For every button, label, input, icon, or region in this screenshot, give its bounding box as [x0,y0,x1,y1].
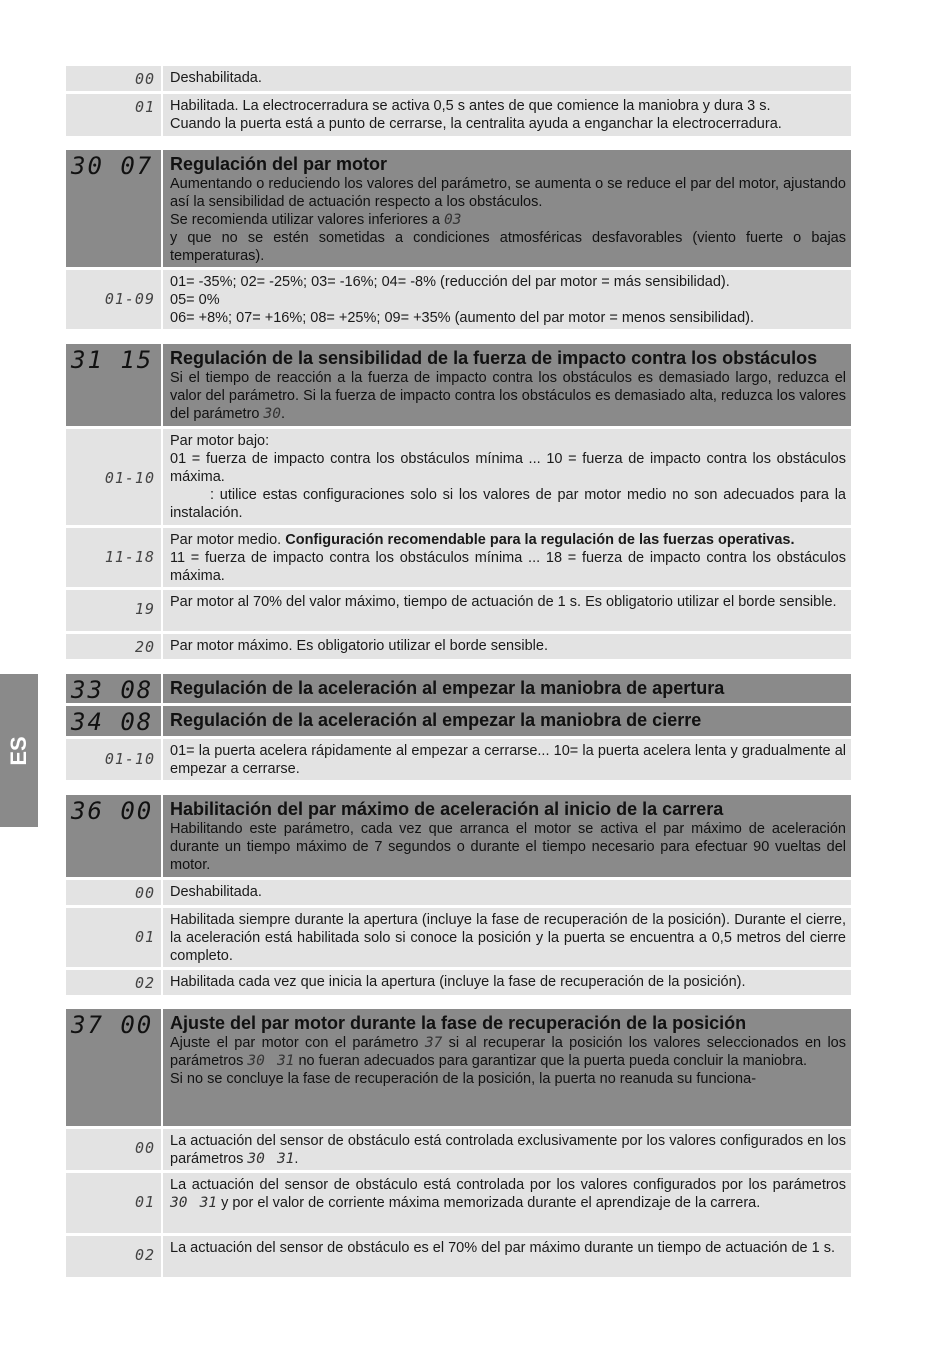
table-param-36 [66,795,851,998]
value-code: 02 [66,970,161,995]
table-row [66,970,851,995]
table-row [66,94,851,136]
parameter-header [66,706,851,736]
parameter-code: 33 08 [66,674,161,703]
value-code: 01 [66,1173,161,1233]
value-description: Habilitada cada vez que inicia la apertura (incluye la fase de recuperación de la posición). [163,970,851,995]
value-code: 00 [66,1129,161,1170]
value-description: La actuación del sensor de obstáculo es el 70% del par máximo durante un tiempo de actuación de 1 s. [163,1236,851,1277]
value-code: 01 [66,94,161,136]
table-row [66,1129,851,1170]
parameter-description: Ajuste del par motor durante la fase de recuperación de la posición Ajuste el par motor con el parámetro 37 si al recuperar la posición los valores seleccionados en los parámetros 30 31 no fueran adecuados para garantizar que la puerta pueda concluir la maniobra. Si no se concluye la fase de recuperación de la posición, la puerta no reanuda su funciona- [163,1009,851,1126]
parameter-title: Regulación de la sensibilidad de la fuerza de impacto contra los obstáculos [170,348,818,368]
table-row [66,1236,851,1277]
parameter-title: Ajuste del par motor durante la fase de recuperación de la posición [170,1013,747,1033]
parameter-code: 34 08 [66,706,161,736]
parameter-code: 31 15 [66,344,161,426]
table-param-31 [66,344,851,662]
value-description: Deshabilitada. [163,880,851,905]
value-description: Habilitada. La electrocerradura se activa 0,5 s antes de que comience la maniobra y dura 3 s. Cuando la puerta está a punto de cerrarse, la centralita ayuda a enganchar la electrocerradura. [163,94,851,136]
value-code: 01-10 [66,739,161,780]
table-param-30 [66,150,851,332]
parameter-description [163,674,851,703]
parameter-title: Habilitación del par máximo de aceleración al inicio de la carrera [170,799,724,819]
value-code: 19 [66,590,161,631]
parameter-description [163,706,851,736]
parameter-title: Regulación de la aceleración al empezar la maniobra de apertura [170,678,725,698]
parameter-header [66,795,851,877]
table-row [66,528,851,587]
parameter-header [66,1009,851,1126]
value-code: 01-10 [66,429,161,525]
value-description: Par motor medio. Configuración recomendable para la regulación de las fuerzas operativas. 11 = fuerza de impacto contra los obstáculos mínima ... 18 = fuerza de impacto contra los obstáculos máxima. [163,528,851,587]
value-code: 20 [66,634,161,659]
parameter-title: Regulación del par motor [170,154,388,174]
value-description: Par motor máximo. Es obligatorio utilizar el borde sensible. [163,634,851,659]
value-code: 02 [66,1236,161,1277]
table-row [66,66,851,91]
parameter-code: 30 07 [66,150,161,267]
value-code: 00 [66,66,161,91]
parameter-code: 37 00 [66,1009,161,1126]
parameter-header [66,344,851,426]
parameter-header [66,150,851,267]
language-side-tab [0,674,38,827]
value-description: Deshabilitada. [163,66,851,91]
table-row [66,908,851,967]
table-row [66,880,851,905]
value-description: Par motor bajo: 01 = fuerza de impacto contra los obstáculos mínima ... 10 = fuerza de impacto contra los obstáculos máxima. : utilice estas configuraciones solo si los valores de par motor medio no son adecuados para la instalación. [163,429,851,525]
table-param-37 [66,1009,851,1280]
value-code: 11-18 [66,528,161,587]
parameter-title: Regulación de la aceleración al empezar la maniobra de cierre [170,710,702,730]
parameter-description: Regulación del par motor Aumentando o reduciendo los valores del parámetro, se aumenta o se reduce el par del motor, ajustando así la sensibilidad de actuación respecto a los obstáculos. Se recomienda utilizar valores inferiores a 03 y que no se estén sometidas a condiciones atmosféricas desfavorables (viento fuerte o bajas temperaturas). [163,150,851,267]
parameter-code: 36 00 [66,795,161,877]
table-row [66,590,851,631]
table-electrolock [66,66,851,139]
value-code: 01-09 [66,270,161,329]
table-row [66,1173,851,1233]
parameter-header [66,674,851,703]
value-description: 01= la puerta acelera rápidamente al empezar a cerrarse... 10= la puerta acelera lenta y gradualmente al empezar a cerrarse. [163,739,851,780]
parameter-description: Habilitación del par máximo de aceleración al inicio de la carrera Habilitando este parámetro, cada vez que arranca el motor se activa el par máximo de aceleración durante un tiempo máximo de 7 segundos o durante el tiempo necesario para efectuar 90 vueltas del motor. [163,795,851,877]
value-code: 01 [66,908,161,967]
value-description: Habilitada siempre durante la apertura (incluye la fase de recuperación de la posición). Durante el cierre, la aceleración está habilitada solo si conoce la posición y la puerta se encuentra a 0,5 metros del cierre completo. [163,908,851,967]
value-description: Par motor al 70% del valor máximo, tiempo de actuación de 1 s. Es obligatorio utilizar el borde sensible. [163,590,851,631]
parameter-description: Regulación de la sensibilidad de la fuerza de impacto contra los obstáculos Si el tiempo de reacción a la fuerza de impacto contra los obstáculos es demasiado largo, reduzca el valor del parámetro. Si la fuerza de impacto contra los obstáculos es demasiado alta, reduzca los valores del parámetro 30. [163,344,851,426]
table-row [66,739,851,780]
value-description: La actuación del sensor de obstáculo está controlada exclusivamente por los valores configurados en los parámetros 30 31. [163,1129,851,1170]
value-description: La actuación del sensor de obstáculo está controlada por los valores configurados por los parámetros 30 31 y por el valor de corriente máxima memorizada durante el aprendizaje de la carrera. [163,1173,851,1233]
language-code: ES [6,735,31,766]
table-row [66,634,851,659]
table-row [66,429,851,525]
value-description: 01= -35%; 02= -25%; 03= -16%; 04= -8% (reducción del par motor = más sensibilidad). 05= 0% 06= +8%; 07= +16%; 08= +25%; 09= +35% (aumento del par motor = menos sensibilidad). [163,270,851,329]
value-code: 00 [66,880,161,905]
table-param-33-34 [66,674,851,783]
table-row [66,270,851,329]
